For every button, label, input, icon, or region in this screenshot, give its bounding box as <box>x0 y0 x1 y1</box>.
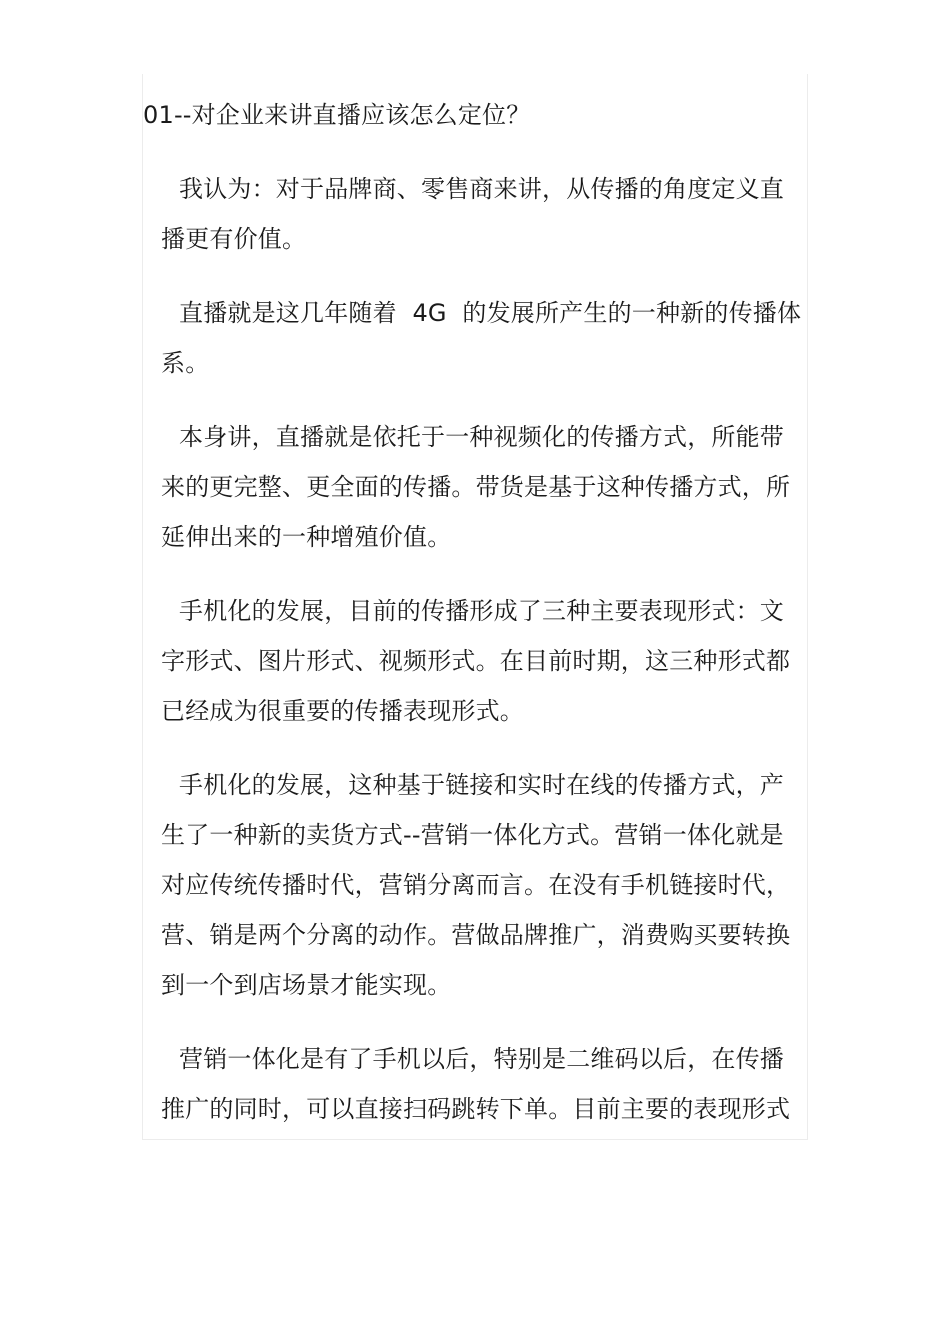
paragraph-line: 对应传统传播时代，营销分离而言。在没有手机链接时代， <box>161 871 791 899</box>
paragraph-line: 营、销是两个分离的动作。营做品牌推广，消费购买要转换 <box>161 921 791 949</box>
paragraph-line: 到一个到店场景才能实现。 <box>161 971 452 999</box>
paragraph-3 <box>143 412 807 562</box>
paragraph-line: 播更有价值。 <box>161 225 307 253</box>
paragraph-line: 手机化的发展，目前的传播形成了三种主要表现形式：文 <box>179 597 784 625</box>
paragraph-2 <box>143 288 807 388</box>
paragraph-6 <box>143 1034 807 1134</box>
paragraph-1 <box>143 164 807 264</box>
paragraph-line: 延伸出来的一种增殖价值。 <box>161 523 452 551</box>
paragraph-line: 手机化的发展，这种基于链接和实时在线的传播方式，产 <box>179 771 784 799</box>
paragraph-4 <box>143 586 807 736</box>
document-body <box>143 90 807 1134</box>
paragraph-line: 推广的同时，可以直接扫码跳转下单。目前主要的表现形式 <box>161 1095 791 1123</box>
paragraph-line: 我认为：对于品牌商、零售商来讲，从传播的角度定义直 <box>179 175 784 203</box>
paragraph-line: 字形式、图片形式、视频形式。在目前时期，这三种形式都 <box>161 647 791 675</box>
paragraph-line: 营销一体化是有了手机以后，特别是二维码以后，在传播 <box>179 1045 784 1073</box>
paragraph-line: 本身讲，直播就是依托于一种视频化的传播方式，所能带 <box>179 423 784 451</box>
document-heading: 01--对企业来讲直播应该怎么定位？ <box>143 101 531 129</box>
paragraph-line: 直播就是这几年随着 4G 的发展所产生的一种新的传播体 <box>179 299 802 327</box>
paragraph-line: 已经成为很重要的传播表现形式。 <box>161 697 524 725</box>
paragraph-line: 系。 <box>161 349 210 377</box>
paragraph-5 <box>143 760 807 1010</box>
paragraph-line: 来的更完整、更全面的传播。带货是基于这种传播方式，所 <box>161 473 791 501</box>
paragraph-line: 生了一种新的卖货方式--营销一体化方式。营销一体化就是 <box>161 821 784 849</box>
